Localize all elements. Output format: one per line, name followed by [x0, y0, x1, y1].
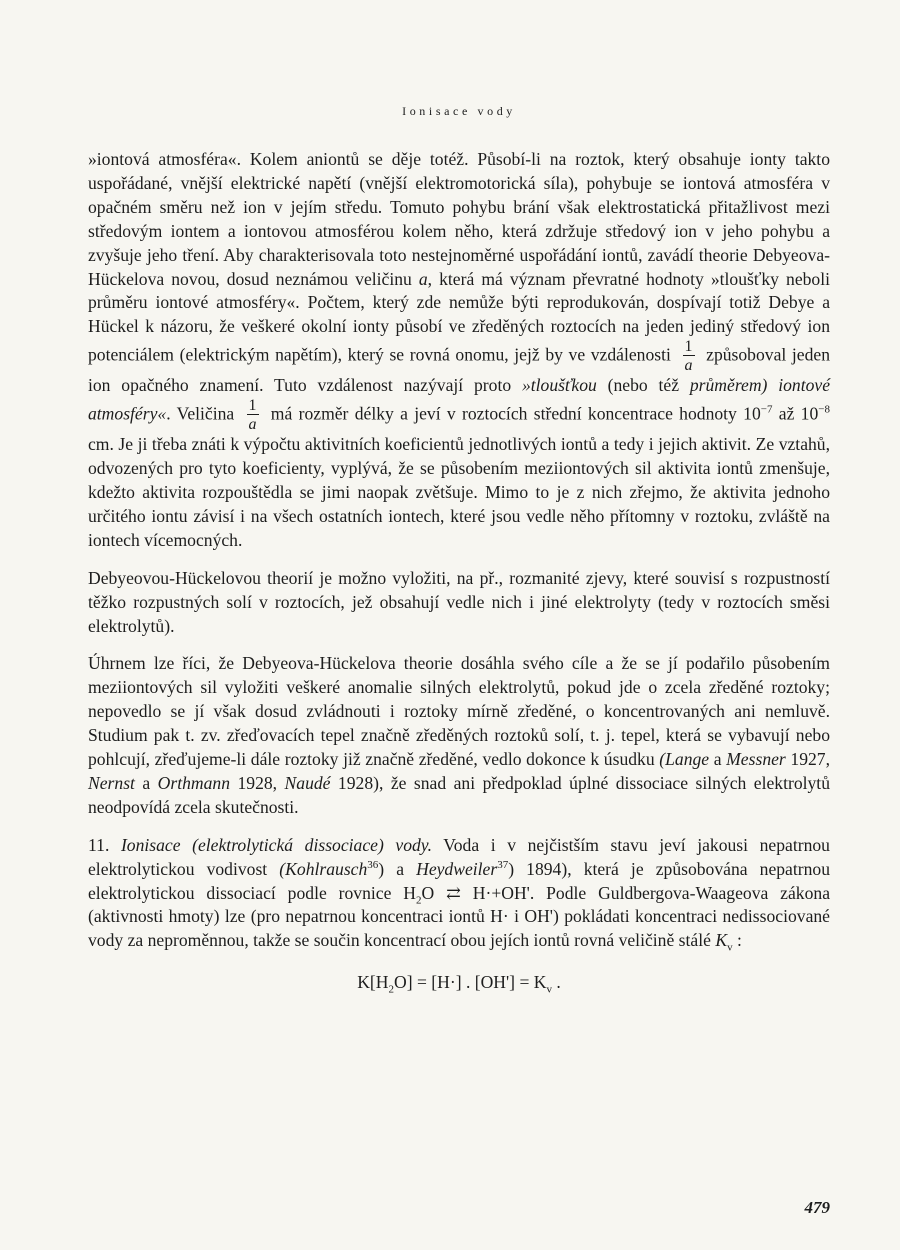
equation-water-ion-product [88, 971, 830, 995]
reference-37: 37 [497, 858, 509, 871]
p3-and-2: a [134, 772, 158, 793]
author-kohlrausch: (Kohlrausch [279, 858, 368, 879]
p1-text-e: . Veličina [166, 403, 241, 424]
constant-k-subscript: v [727, 941, 733, 954]
p1-text-g: až 10 [772, 403, 819, 424]
p1-text-a: »iontová atmosféra«. Kolem aniontů se děje totéž. Působí-li na roztok, který obsahuje ionty takto uspořádané, vnější elektrické napětí (vnější elektromotorická síla), pohybuje se iontová atmosféra v opačném směru než ion v jejím středu. Tomuto pohybu brání však elektrostatická přitažlivost mezi středovým iontem a iontovou atmosférou kolem něho, která zdržuje středový ion v jeho pohybu a zvyšuje jeho tření. Aby charakterisovala toto nestejnoměrné uspořádání iontů, zavádí theorie Debyeova-Hückelova novou, dosud neznámou veličinu [88, 149, 830, 289]
author-naude: Naudé [284, 772, 331, 793]
p4-text-e: : [732, 930, 742, 951]
p4-text-c: ) 1894), která je způsobována nepatrnou elektrolytickou dissociací podle rovnice H [88, 858, 831, 903]
formula-subscript-v: v [546, 983, 552, 996]
paragraph-1 [88, 148, 830, 553]
p1-text-h: cm. Je ji třeba znáti k výpočtu aktivitních koeficientů jednotlivých iontů a tedy i jejich aktivit. Ze vztahů, odvozených pro tyto koeficienty, vyplývá, že se působením meziiontových sil aktivita iontů zmenšuje, kdežto aktivita rozpouštědla se jimi naopak zvětšuje. Mimo to je z nich zřejmo, že aktivita jednoho určitého iontu závisí i na všech ostatních iontech, které jsou vedle něho přítomny v roztoku, zvláště na iontech vícemocných. [88, 434, 830, 550]
page-number: 479 [804, 1198, 830, 1217]
p1-italic-d: průměrem) iontové atmosféry« [88, 375, 830, 424]
author-orthmann: Orthmann [157, 772, 231, 793]
running-head: Ionisace vody [402, 104, 516, 118]
p1-var-a: a [418, 268, 428, 289]
p4-text-b: ) a [378, 858, 417, 879]
p3-text-a: Úhrnem lze říci, že Debyeova-Hückelova theorie dosáhla svého cíle a že se jí podařilo působením meziiontových sil vyložiti veškeré anomalie silných elektrolytů, pokud jde o zcela zředěné roztoky; nepovedlo se jí však dosud zvládnouti i roztoky mírně zředěné, o koncentrovaných ani nemluvě. Studium pak t. zv. zřeďovacích tepel značně zředěných roztoků solí, t. j. tepel, která se vybavují nebo pohlcují, zřeďujeme-li dále roztoky již značně zředěné, vedlo dokonce k úsudku [88, 653, 830, 770]
p1-text-d: (nebo též [596, 375, 690, 396]
p3-year-2: 1928, [230, 772, 285, 793]
fraction-denominator: a [684, 357, 693, 375]
p3-text-b: 1928), že snad ani předpoklad úplné dissociace silných elektrolytů neodpovídá zcela skutečnosti. [88, 772, 830, 817]
subscript-2: 2 [416, 894, 422, 907]
p4-text-a: Voda i v nejčistším stavu jeví jakousi nepatrnou elektrolytickou vodivost [88, 834, 830, 879]
formula-end: . [551, 972, 561, 993]
formula-subscript-2: 2 [388, 983, 394, 996]
fraction-numerator: 1 [684, 338, 693, 356]
author-heydweiler: Heydweiler [416, 858, 498, 879]
section-title: Ionisace (elektrolytická dissociace) vody. [120, 834, 433, 855]
formula-right: O] = [H·] . [OH'] = K [393, 972, 547, 993]
p4-text-d: O ⇄ H·+OH'. Podle Guldbergova-Waageova zákona (aktivnosti hmoty) lze (pro nepatrnou koncentraci iontů H· i OH') pokládati koncentraci nedissociované vody za neproměnnou, takže se součin koncentrací obou jejích iontů rovná veličině stálé [88, 882, 831, 951]
author-nernst: Nernst [88, 772, 135, 793]
exponent-minus-7: −7 [760, 403, 773, 416]
fraction-denominator: a [248, 416, 257, 434]
paragraph-2: Debyeovou-Hückelovou theorií je možno vyložiti, na př., rozmanité zjevy, které souvisí s rozpustností těžko rozpustných solí v roztocích, jež obsahují vedle nich i jiné elektrolyty (tedy v roztocích směsi elektrolytů). [88, 567, 830, 636]
fraction-one-over-a [683, 339, 695, 374]
paragraph-3 [88, 652, 830, 819]
author-messner: Messner [726, 749, 786, 770]
exponent-minus-8: −8 [818, 403, 830, 416]
constant-k: K [715, 930, 728, 951]
p1-text-b: , která má význam převratné hodnoty »tloušťky neboli průměru iontové atmosféry«. Počtem, který zde nemůže býti reprodukován, dospívají totiž Debye a Hückel k názoru, že veškeré okolní ionty působí ve zředěných roztocích na jeden jediný středový ion potenciálem (elektrickým napětím), který se rovná onomu, jejž by ve vzdálenosti [88, 268, 830, 365]
paragraph-4 [88, 834, 830, 954]
formula-left: K[H [357, 972, 389, 993]
fraction-one-over-a-2 [247, 398, 259, 433]
reference-36: 36 [367, 858, 379, 871]
p1-text-f: má rozměr délky a jeví v roztocích střední koncentrace hodnoty 10 [264, 403, 761, 424]
p3-year-1: 1927, [785, 749, 830, 770]
fraction-numerator: 1 [248, 397, 257, 415]
p1-text-c: způsoboval jeden ion opačného znamení. Tuto vzdálenost nazývají proto [88, 344, 830, 396]
author-lange: (Lange [659, 749, 710, 770]
body-text [88, 148, 830, 995]
section-number: 11. [88, 834, 121, 855]
p1-italic-c: »tloušťkou [521, 375, 597, 396]
p3-and-1: a [709, 749, 727, 770]
